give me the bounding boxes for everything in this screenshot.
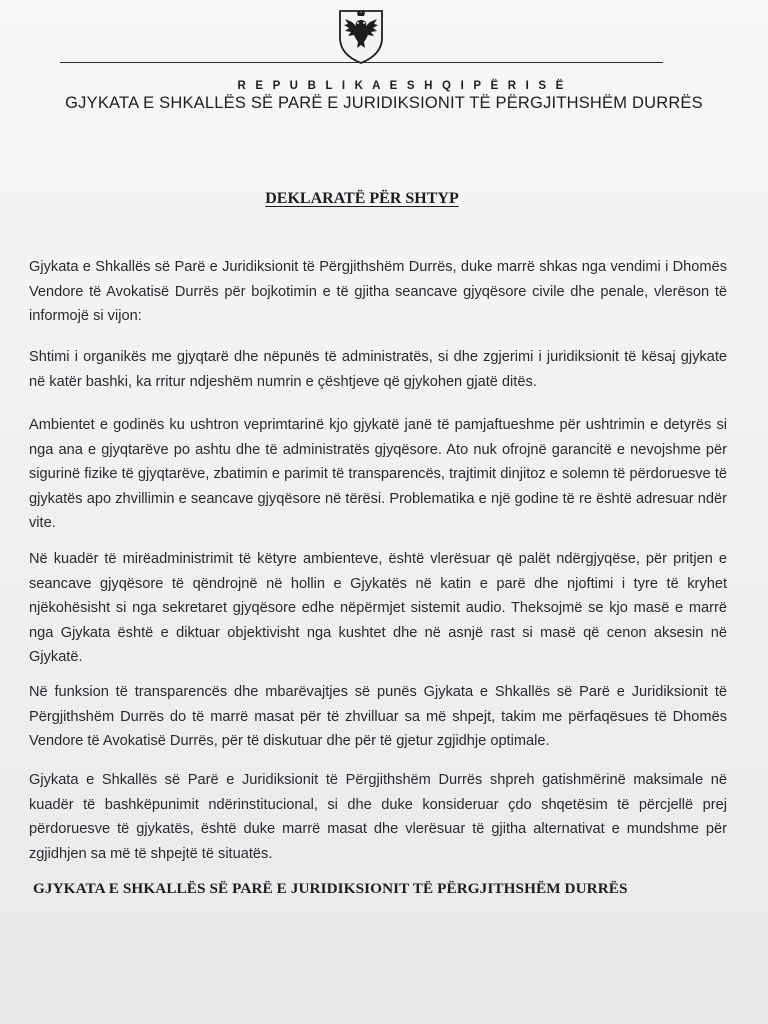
paragraph-meeting: Në funksion të transparencës dhe mbarëvajtjes së punës Gjykata e Shkallës së Parë e Juridiksionit të Përgjithshëm Durrës do të marrë masat për të zhvilluar sa më shpejt, takim me përfaqësues të Dhomës Vendore të Avokatisë Durrës, për të diskutuar dhe për të gjetur zgjidhje optimale.: [29, 684, 727, 749]
paragraph-premises: Ambientet e godinës ku ushtron veprimtarinë kjo gjykatë janë të pamjaftueshme për ushtrimin e detyrës si nga ana e gjyqtarëve po ashtu dhe të administratës gjyqësore. Ato nuk ofrojnë garancitë e nevojshme për sigurinë fizike të gjyqtarëve, zbatimin e parimit të transparencës, trajtimit dinjitoz e solemn të përdoruesve të gjykatës apo zhvillimin e seancave gjyqësore në tërësi. Problematika e një godine të re është adresuar ndër vite.: [29, 417, 727, 531]
albanian-coat-of-arms-icon: [336, 8, 386, 64]
paragraph-caseload: Shtimi i organikës me gjyqtarë dhe nëpunës të administratës, si dhe zgjerimi i juridiksionit të kësaj gjykate në katër bashki, ka rritur ndjeshëm numrin e çështjeve që gjykohen gjatë ditës.: [29, 349, 727, 390]
signature-court-name: GJYKATA E SHKALLËS SË PARË E JURIDIKSIONIT TË PËRGJITHSHËM DURRËS: [33, 880, 628, 897]
paragraph-intro: Gjykata e Shkallës së Parë e Juridiksionit të Përgjithshëm Durrës, duke marrë shkas nga vendimi i Dhomës Vendore të Avokatisë Durrës për bojkotimin e të gjitha seancave gjyqësore civile dhe penale, vlerëson të informojë si vijon:: [29, 259, 727, 324]
press-release-title: DEKLARATË PËR SHTYP: [265, 190, 459, 207]
court-name-heading: GJYKATA E SHKALLËS SË PARË E JURIDIKSIONIT TË PËRGJITHSHËM DURRËS: [65, 94, 703, 112]
paragraph-cooperation: Gjykata e Shkallës së Parë e Juridiksionit të Përgjithshëm Durrës shpreh gatishmërinë maksimale në kuadër të bashkëpunimit ndërinstitucional, si dhe duke konsideruar çdo shqetësim të përcjellë prej përdoruesve të gjykatës, është duke marrë masat dhe vlerësuar të gjitha alternativat e mundshme për zgjidhjen sa më të shpejtë të situatës.: [29, 772, 727, 862]
header-rule: [60, 62, 663, 63]
paragraph-waiting-area: Në kuadër të mirëadministrimit të këtyre ambienteve, është vlerësuar që palët ndërgjyqëse, për pritjen e seancave gjyqësore të qëndrojnë në hollin e Gjykatës në katin e parë dhe njoftimi i tyre të kryhet njëkohësisht si nga sekretaret gjyqësore edhe nëpërmjet sistemit audio. Theksojmë se kjo masë e marrë nga Gjykata është e diktuar objektivisht nga kushtet dhe në asnjë rast si masë që cenon aksesin në Gjykatë.: [29, 551, 727, 665]
republic-heading: R E P U B L I K A E S H Q I P Ë R I S Ë: [237, 80, 567, 92]
